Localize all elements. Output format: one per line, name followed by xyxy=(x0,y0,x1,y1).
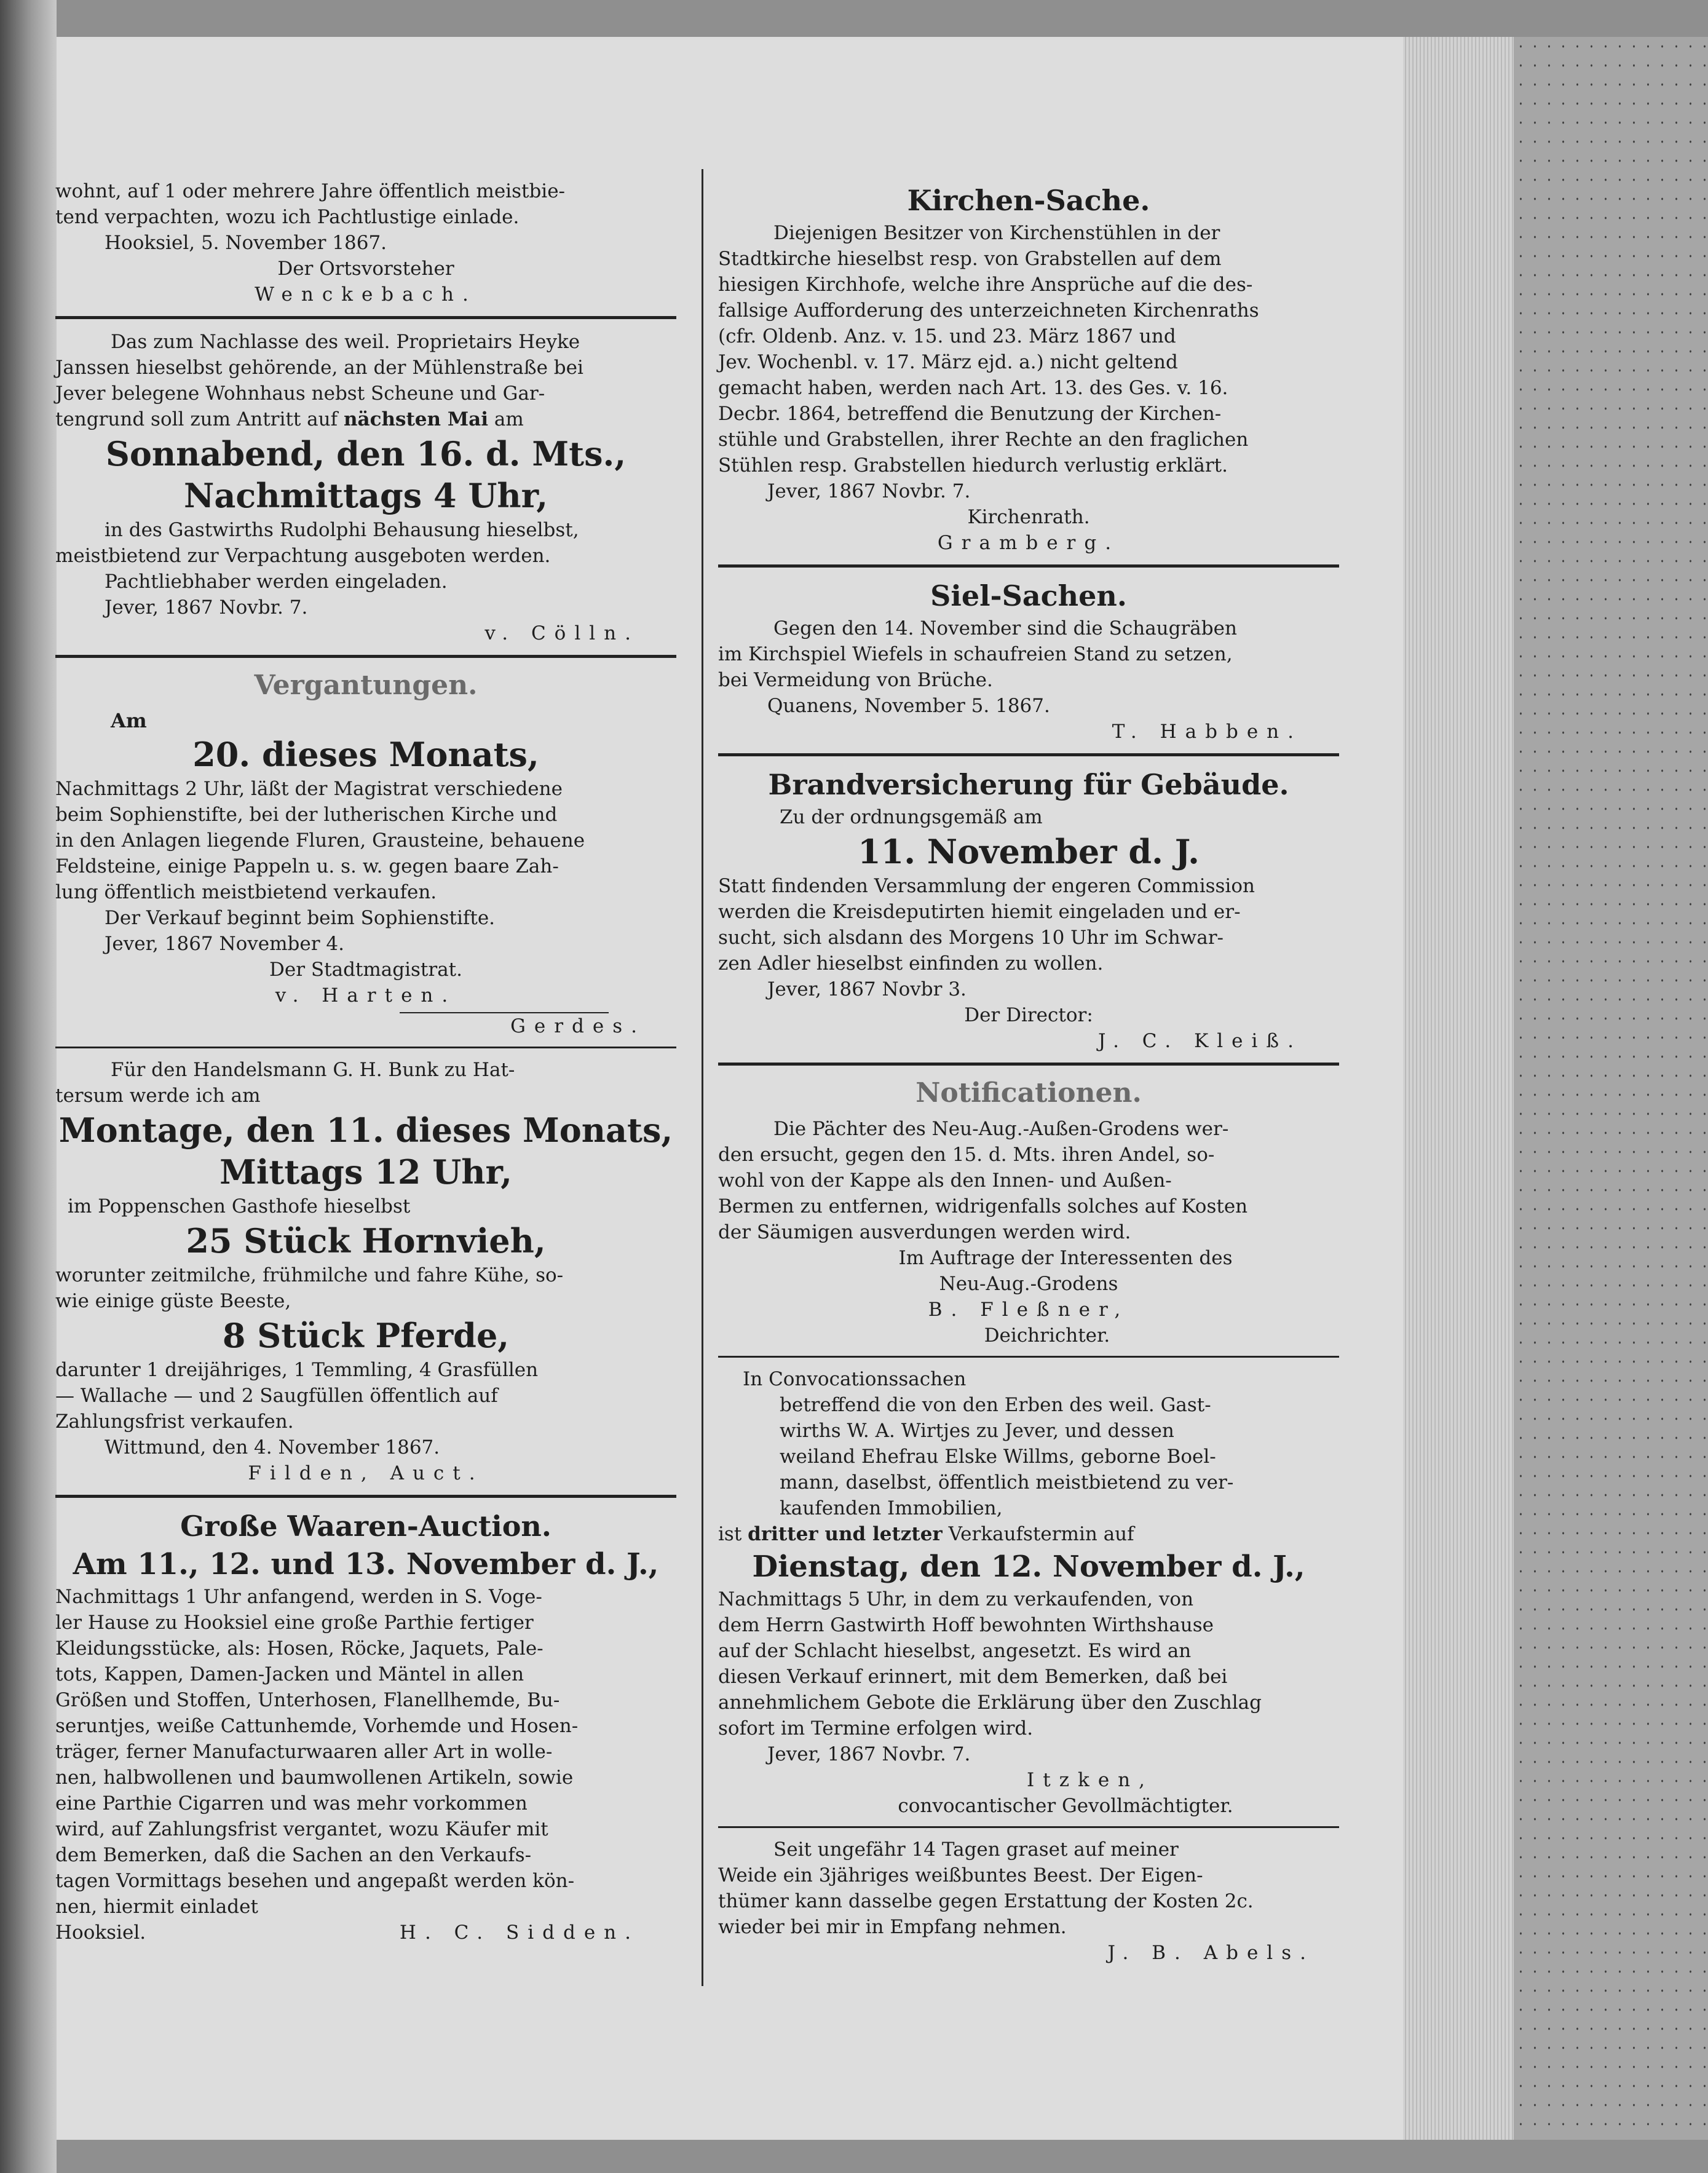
divider xyxy=(718,1356,1339,1358)
headline-time: Nachmittags 4 Uhr, xyxy=(183,476,548,515)
signer-name: Filden, Auct. xyxy=(248,1462,484,1484)
text-line: betreffend die von den Erben des weil. Gast- xyxy=(780,1394,1211,1416)
text-line: darunter 1 dreijähriges, 1 Temmling, 4 Grasfüllen xyxy=(55,1359,539,1381)
text-line: Statt findenden Versammlung der engeren Commission xyxy=(718,875,1255,897)
place-date: Hooksiel, 5. November 1867. xyxy=(105,232,387,254)
place-date: Jever, 1867 Novbr. 7. xyxy=(767,1743,971,1765)
text-line: ler Hause zu Hooksiel eine große Parthie fertiger xyxy=(55,1612,534,1634)
signer-name: J. B. Abels. xyxy=(1107,1942,1315,1964)
text-line: der Säumigen ausverdungen werden wird. xyxy=(718,1221,1131,1243)
text-line: Für den Handelsmann G. H. Bunk zu Hat- xyxy=(111,1059,515,1081)
bold-span: nächsten Mai xyxy=(343,408,488,430)
text-line: Bermen zu entfernen, widrigenfalls solches auf Kosten xyxy=(718,1195,1248,1217)
section-heading: Siel-Sachen. xyxy=(930,579,1127,612)
text-line: träger, ferner Manufacturwaaren aller Art in wolle- xyxy=(55,1741,553,1763)
headline-date: Dienstag, den 12. November d. J., xyxy=(752,1550,1305,1584)
text-line xyxy=(718,1521,1339,1547)
text-line: Zahlungsfrist verkaufen. xyxy=(55,1411,294,1433)
text-line: meistbietend zur Verpachtung ausgeboten werden. xyxy=(55,545,551,567)
text-span: Verkaufstermin auf xyxy=(942,1523,1134,1545)
text-line: wieder bei mir in Empfang nehmen. xyxy=(718,1916,1067,1938)
text-line: diesen Verkauf erinnert, mit dem Bemerken, daß bei xyxy=(718,1666,1228,1688)
text-line: Zu der ordnungsgemäß am xyxy=(780,806,1043,828)
signer-name: Itzken, xyxy=(1027,1769,1153,1791)
text-line: wohl von der Kappe als den Innen- und Außen- xyxy=(718,1170,1172,1192)
signer-name: v. Cölln. xyxy=(484,622,639,644)
text-line: wirths W. A. Wirtjes zu Jever, und dessen xyxy=(780,1420,1174,1442)
text-line: stühle und Grabstellen, ihrer Rechte an den fraglichen xyxy=(718,429,1249,451)
text-line: tots, Kappen, Damen-Jacken und Mäntel in allen xyxy=(55,1663,524,1685)
text-line: eine Parthie Cigarren und was mehr vorkommen xyxy=(55,1792,528,1815)
text-line: in den Anlagen liegende Fluren, Grausteine, behauene xyxy=(55,829,585,852)
right-column xyxy=(718,178,1339,1966)
headline-date: Am 11., 12. und 13. November d. J., xyxy=(73,1547,659,1581)
text-line: werden die Kreisdeputirten hiemit eingeladen und er- xyxy=(718,901,1241,923)
section-heading: Vergantungen. xyxy=(254,670,478,701)
divider xyxy=(55,655,676,658)
signer-name: H. C. Sidden. xyxy=(399,1922,639,1944)
text-line: wie einige güste Beeste, xyxy=(55,1290,291,1312)
lease-notice-hooksiel xyxy=(55,178,676,307)
text-line: gemacht haben, werden nach Art. 13. des Ges. v. 16. xyxy=(718,377,1228,399)
text-line: Gegen den 14. November sind die Schaugräben xyxy=(773,617,1237,639)
place-date: Quanens, November 5. 1867. xyxy=(767,695,1050,717)
text-line: nen, hiermit einladet xyxy=(55,1896,258,1918)
left-column xyxy=(55,178,676,1945)
text-line: Nachmittags 5 Uhr, in dem zu verkaufenden, von xyxy=(718,1588,1194,1610)
clothing-auction xyxy=(55,1508,676,1945)
signer-role: Deichrichter. xyxy=(984,1324,1110,1347)
text-line: in des Gastwirths Rudolphi Behausung hieselbst, xyxy=(105,519,579,541)
text-line: In Convocationssachen xyxy=(743,1368,967,1390)
headline-item: 8 Stück Pferde, xyxy=(222,1316,510,1355)
text-line: nen, halbwollenen und baumwollenen Artikeln, sowie xyxy=(55,1767,574,1789)
lease-notice-janssen xyxy=(55,329,676,646)
column-divider xyxy=(702,169,703,1986)
text-line: Decbr. 1864, betreffend die Benutzung der Kirchen- xyxy=(718,403,1222,425)
text-line: beim Sophienstifte, bei der lutherischen Kirche und xyxy=(55,804,558,826)
text-line: wird, auf Zahlungsfrist vergantet, wozu Käufer mit xyxy=(55,1818,548,1840)
headline-date: 20. dieses Monats, xyxy=(192,735,539,774)
signer-role: Der Stadtmagistrat. xyxy=(269,959,462,981)
stray-cattle-notice xyxy=(718,1837,1339,1966)
text-line: (cfr. Oldenb. Anz. v. 15. und 23. März 1867 und xyxy=(718,325,1176,347)
section-heading: Große Waaren-Auction. xyxy=(180,1510,552,1543)
text-line: lung öffentlich meistbietend verkaufen. xyxy=(55,881,437,903)
text-line: Der Verkauf beginnt beim Sophienstifte. xyxy=(105,907,496,929)
text-line: Pachtliebhaber werden eingeladen. xyxy=(105,571,448,593)
text-line: worunter zeitmilche, frühmilche und fahre Kühe, so- xyxy=(55,1264,564,1286)
signer-role: Der Director: xyxy=(964,1004,1093,1026)
signer-name: J. C. Kleiß. xyxy=(1098,1030,1302,1052)
place-date: Jever, 1867 Novbr 3. xyxy=(767,978,967,1000)
text-span: ist xyxy=(718,1523,748,1545)
page-edges xyxy=(1403,37,1514,2140)
signer-role: Der Ortsvorsteher xyxy=(277,258,454,280)
signer-name: Gerdes. xyxy=(510,1015,646,1037)
text-line: Das zum Nachlasse des weil. Proprietairs Heyke xyxy=(111,331,580,353)
text-line: Kleidungsstücke, als: Hosen, Röcke, Jaquets, Pale- xyxy=(55,1637,544,1660)
text-line: dem Herrn Gastwirth Hoff bewohnten Wirthshause xyxy=(718,1614,1214,1636)
text-line: Größen und Stoffen, Unterhosen, Flanellhemde, Bu- xyxy=(55,1689,560,1711)
text-line: — Wallache — und 2 Saugfüllen öffentlich auf xyxy=(55,1385,498,1407)
place-date: Hooksiel. xyxy=(55,1922,146,1944)
text-line: Stühlen resp. Grabstellen hiedurch verlustig erklärt. xyxy=(718,454,1228,477)
signer-name: T. Habben. xyxy=(1112,721,1302,743)
section-heading: Notificationen. xyxy=(915,1077,1142,1109)
text-line: Seit ungefähr 14 Tagen graset auf meiner xyxy=(773,1839,1179,1861)
text-line: den ersucht, gegen den 15. d. Mts. ihren Andel, so- xyxy=(718,1144,1215,1166)
divider xyxy=(718,564,1339,568)
convocation-notice xyxy=(718,1366,1339,1819)
text-line: wohnt, auf 1 oder mehrere Jahre öffentlich meistbie- xyxy=(55,180,566,202)
church-notice xyxy=(718,182,1339,556)
signer-name: Wenckebach. xyxy=(255,283,477,306)
text-line: Stadtkirche hieselbst resp. von Grabstellen auf dem xyxy=(718,248,1222,270)
divider xyxy=(718,1063,1339,1066)
text-line: Nachmittags 1 Uhr anfangend, werden in S. Voge- xyxy=(55,1586,542,1608)
headline-date: Sonnabend, den 16. d. Mts., xyxy=(105,434,627,473)
text-line: kaufenden Immobilien, xyxy=(780,1497,1003,1519)
text-line: tersum werde ich am xyxy=(55,1085,261,1107)
place-date: Jever, 1867 November 4. xyxy=(105,933,344,955)
text-line: Diejenigen Besitzer von Kirchenstühlen in der xyxy=(773,222,1220,244)
signer-name: B. Fleßner, xyxy=(928,1299,1129,1321)
text-line: Janssen hieselbst gehörende, an der Mühlenstraße bei xyxy=(55,357,583,379)
headline-time: Mittags 12 Uhr, xyxy=(219,1152,512,1192)
text-line: Jever belegene Wohnhaus nebst Scheune und Gar- xyxy=(55,382,545,405)
text-line: bei Vermeidung von Brüche. xyxy=(718,669,993,691)
bold-span: dritter und letzter xyxy=(748,1523,943,1545)
text-line: auf der Schlacht hieselbst, angesetzt. Es wird an xyxy=(718,1640,1192,1662)
text-line: annehmlichem Gebote die Erklärung über den Zuschlag xyxy=(718,1692,1262,1714)
text-span: am xyxy=(488,408,524,430)
speckled-book-cover xyxy=(1514,37,1708,2140)
divider xyxy=(55,316,676,319)
text-line: Jev. Wochenbl. v. 17. März ejd. a.) nicht geltend xyxy=(718,351,1178,373)
text-span: tengrund soll zum Antritt auf xyxy=(55,408,344,430)
divider xyxy=(55,1495,676,1498)
headline-item: 25 Stück Hornvieh, xyxy=(186,1221,546,1261)
book-spine-shadow xyxy=(0,0,57,2173)
place-date: Wittmund, den 4. November 1867. xyxy=(105,1436,440,1459)
text-line: im Kirchspiel Wiefels in schaufreien Stand zu setzen, xyxy=(718,643,1233,665)
text-line: Im Auftrage der Interessenten des xyxy=(898,1247,1233,1269)
text-line: hiesigen Kirchhofe, welche ihre Ansprüche auf die des- xyxy=(718,274,1253,296)
divider xyxy=(55,1047,676,1048)
signer-name: v. Harten. xyxy=(275,984,457,1007)
text-line: thümer kann dasselbe gegen Erstattung der Kosten 2c. xyxy=(718,1890,1254,1912)
livestock-auction xyxy=(55,1057,676,1486)
text-line: Weide ein 3jähriges weißbuntes Beest. Der Eigen- xyxy=(718,1864,1203,1886)
text-line: fallsige Aufforderung des unterzeichneten Kirchenraths xyxy=(718,299,1259,322)
sluice-notice xyxy=(718,577,1339,745)
text-line xyxy=(55,406,676,432)
headline-date: Montage, den 11. dieses Monats, xyxy=(58,1110,673,1150)
auction-magistrat xyxy=(55,668,676,1039)
text-line: Die Pächter des Neu-Aug.-Außen-Grodens wer- xyxy=(773,1118,1229,1140)
signer-role: convocantischer Gevollmächtigter. xyxy=(898,1795,1233,1817)
text-line: sucht, sich alsdann des Morgens 10 Uhr im Schwar- xyxy=(718,927,1224,949)
text-line: weiland Ehefrau Elske Willms, geborne Boel- xyxy=(780,1446,1216,1468)
text-line: zen Adler hieselbst einfinden zu wollen. xyxy=(718,952,1104,975)
text-line: tend verpachten, wozu ich Pachtlustige einlade. xyxy=(55,206,520,228)
divider xyxy=(718,1826,1339,1828)
fire-insurance-notice xyxy=(718,766,1339,1054)
divider xyxy=(718,753,1339,756)
text-line: sofort im Termine erfolgen wird. xyxy=(718,1717,1034,1740)
text-line: im Poppenschen Gasthofe hieselbst xyxy=(68,1195,411,1217)
text-line: mann, daselbst, öffentlich meistbietend zu ver- xyxy=(780,1471,1234,1494)
signer-role: Kirchenrath. xyxy=(967,506,1090,528)
text-line: Feldsteine, einige Pappeln u. s. w. gegen baare Zah- xyxy=(55,855,559,877)
text-line: seruntjes, weiße Cattunhemde, Vorhemde und Hosen- xyxy=(55,1715,579,1737)
place-date: Jever, 1867 Novbr. 7. xyxy=(105,596,308,619)
text-line: Am xyxy=(111,709,147,732)
text-line: Neu-Aug.-Grodens xyxy=(939,1273,1118,1295)
signature-row xyxy=(55,1920,676,1945)
section-heading: Kirchen-Sache. xyxy=(907,184,1150,217)
headline-date: 11. November d. J. xyxy=(858,832,1200,871)
text-line: Nachmittags 2 Uhr, läßt der Magistrat verschiedene xyxy=(55,778,563,800)
notifications xyxy=(718,1075,1339,1348)
text-line: dem Bemerken, daß die Sachen an den Verkaufs- xyxy=(55,1844,532,1866)
section-heading: Brandversicherung für Gebäude. xyxy=(768,768,1289,801)
text-line: tagen Vormittags besehen und angepaßt werden kön- xyxy=(55,1870,575,1892)
signer-name: Gramberg. xyxy=(937,532,1120,554)
place-date: Jever, 1867 Novbr. 7. xyxy=(767,480,971,502)
